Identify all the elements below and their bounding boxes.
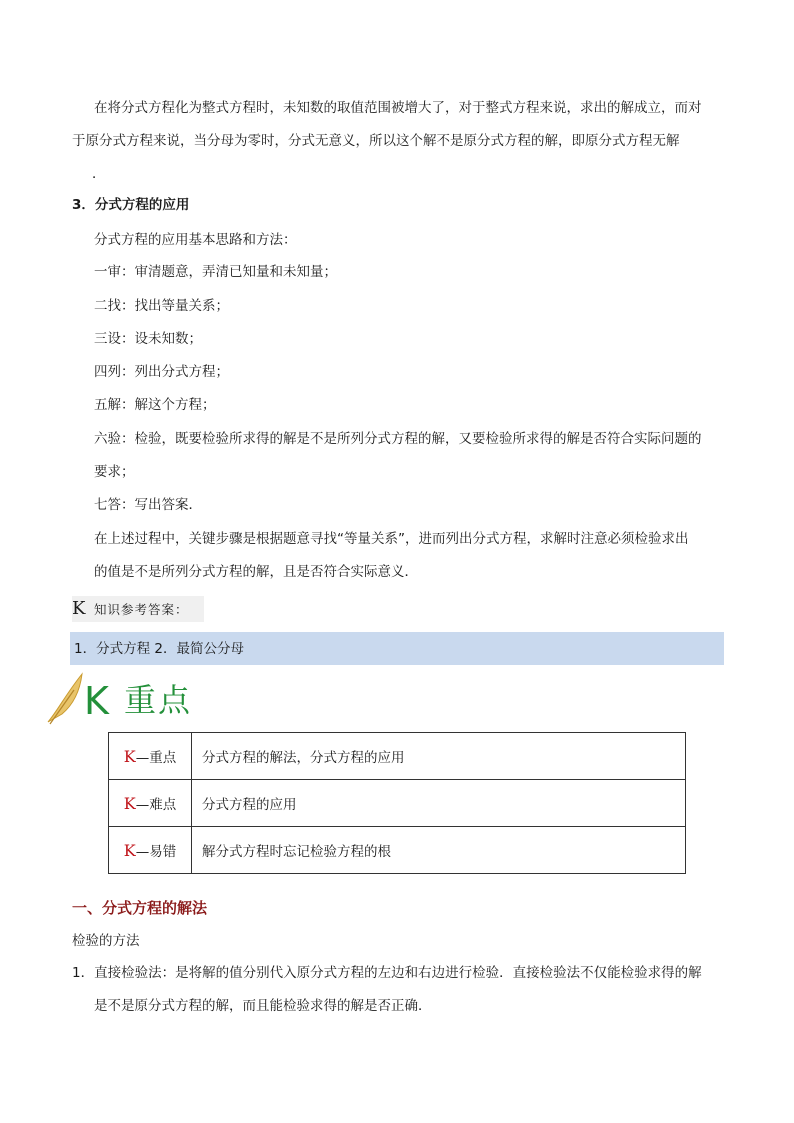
item-1-line-1: 1．直接检验法：是将解的值分别代入原分式方程的左边和右边进行检验．直接检验法不仅能检验求得的解 [72,965,702,981]
intro-line-3: ． [92,166,106,182]
answer-label: 知识参考答案： [94,602,189,617]
difficulty-value: 分式方程的应用 [192,780,686,827]
answer-k-mark: K [72,598,86,619]
logo-title: 重点 [124,681,193,719]
key-point-value: 分式方程的解法，分式方程的应用 [192,733,686,780]
step-5: 五解：解这个方程； [94,397,216,413]
section-3-lead: 分式方程的应用基本思路和方法： [94,232,297,248]
section-3-heading: 3．分式方程的应用 [72,197,190,213]
k-mark: K [123,747,136,766]
step-6: 六验：检验，既要检验所求得的解是不是所列分式方程的解，又要检验所求得的解是否符合实际问题的 [94,431,702,447]
error-prone-label: K—易错 [109,827,192,874]
step-3: 三设：设未知数； [94,331,202,347]
feather-icon [48,674,82,722]
step-6-cont: 要求； [94,464,135,480]
step-7: 七答：写出答案． [94,497,202,513]
difficulty-label: K—难点 [109,780,192,827]
step-1: 一审：审清题意，弄清已知量和未知量； [94,264,337,280]
intro-line-2: 于原分式方程来说，当分母为零时，分式无意义，所以这个解不是原分式方程的解，即原分式方程无解 [72,133,680,149]
error-prone-value: 解分式方程时忘记检验方程的根 [192,827,686,874]
table-row [109,780,686,827]
table-row [109,733,686,780]
k-mark: K [123,841,136,860]
k-mark: K [123,794,136,813]
key-points-table [108,732,686,874]
intro-line-1: 在将分式方程化为整式方程时，未知数的取值范围被增大了，对于整式方程来说，求出的解成立，而对 [94,100,702,116]
logo-k: K [84,679,109,723]
step-4: 四列：列出分式方程； [94,364,229,380]
summary-line-1: 在上述过程中，关键步骤是根据题意寻找“等量关系”，进而列出分式方程，求解时注意必须检验求出 [94,531,689,547]
part-1-title: 一、分式方程的解法 [72,899,208,917]
item-1-line-2: 是不是原分式方程的解，而且能检验求得的解是否正确． [94,998,432,1014]
summary-line-2: 的值是不是所列分式方程的解，且是否符合实际意义． [94,564,418,580]
key-point-label: K—重点 [109,733,192,780]
part-1-subtitle: 检验的方法 [72,933,140,949]
step-2: 二找：找出等量关系； [94,298,229,314]
table-row [109,827,686,874]
answer-text: 1．分式方程 2．最简公分母 [74,641,244,657]
